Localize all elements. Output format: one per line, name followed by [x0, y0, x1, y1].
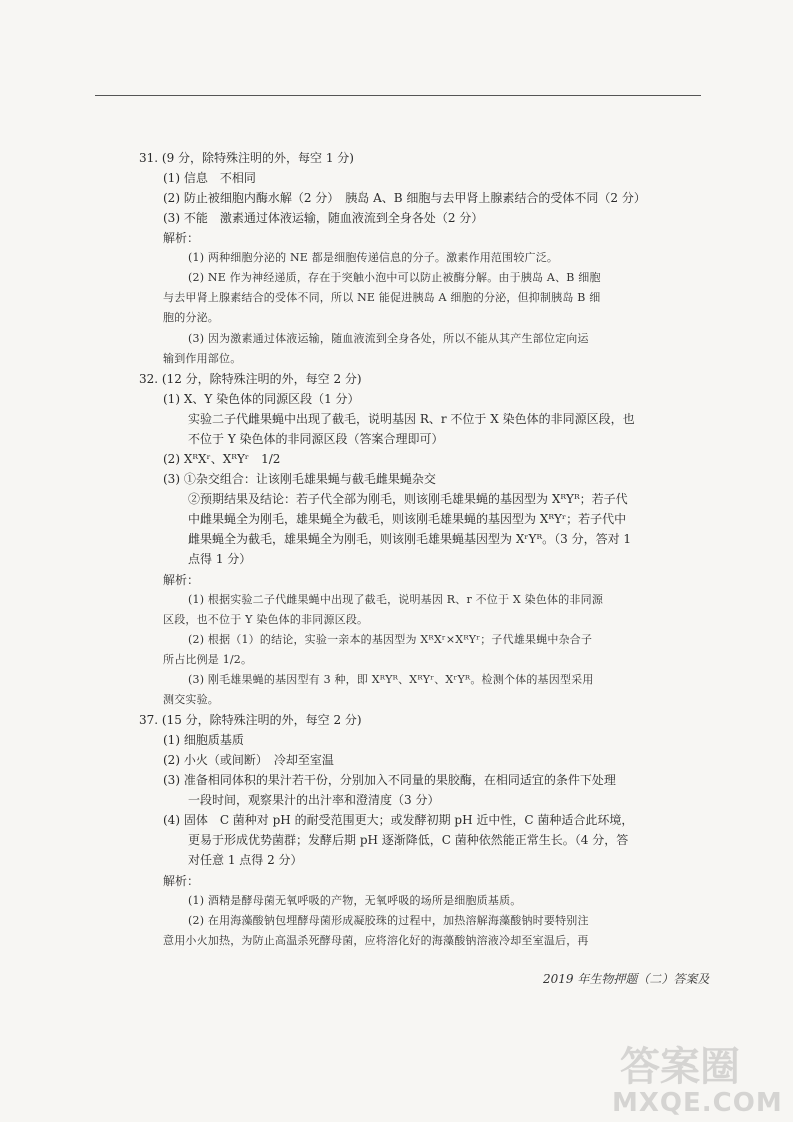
q31-explanation: (2) NE 作为神经递质，存在于突触小泡中可以防止被酶分解。由于胰岛 A、B 细胞: [188, 271, 601, 284]
q32-answer-3-detail: 点得 1 分）: [188, 552, 252, 566]
q32-analysis-label: 解析：: [163, 573, 200, 587]
q32-answer-2: (2) XᴿXʳ、XᴿYʳ 1/2: [163, 452, 281, 466]
watermark-logo: 答案圈: [620, 1044, 740, 1090]
q32-explanation: (3) 刚毛雄果蝇的基因型有 3 种，即 XᴿYᴿ、XᴿYʳ、XʳYᴿ。检测个体的基因型采用: [188, 673, 594, 686]
q32-answer-1-detail: 实验二子代雌果蝇中出现了截毛，说明基因 R、r 不位于 X 染色体的非同源区段，也: [188, 412, 635, 426]
q31-analysis-label: 解析：: [163, 231, 200, 245]
q37-explanation: (1) 酒精是酵母菌无氧呼吸的产物，无氧呼吸的场所是细胞质基质。: [188, 894, 522, 907]
q32-answer-1: (1) X、Y 染色体的同源区段（1 分）: [163, 392, 360, 406]
q31-answer-3: (3) 不能 激素通过体液运输，随血液流到全身各处（2 分）: [163, 211, 484, 225]
q31-explanation: 输到作用部位。: [163, 352, 242, 365]
q32-answer-3-detail: 中雌果蝇全为刚毛，雄果蝇全为截毛，则该刚毛雄果蝇的基因型为 XᴿYʳ；若子代中: [188, 512, 627, 526]
q32-explanation: (1) 根据实验二子代雌果蝇中出现了截毛，说明基因 R、r 不位于 X 染色体的非同源: [188, 593, 604, 606]
q37-answer-4-detail: 对任意 1 点得 2 分）: [188, 853, 303, 867]
q31-explanation: 与去甲肾上腺素结合的受体不同，所以 NE 能促进胰岛 A 细胞的分泌，但抑制胰岛 B 细: [163, 291, 601, 304]
q32-answer-3: (3) ①杂交组合：让该刚毛雄果蝇与截毛雌果蝇杂交: [163, 472, 436, 486]
q37-heading: 37. (15 分，除特殊注明的外，每空 2 分): [139, 713, 362, 727]
q37-explanation: (2) 在用海藻酸钠包埋酵母菌形成凝胶珠的过程中，加热溶解海藻酸钠时要特别注: [188, 914, 589, 927]
header-rule: [95, 95, 701, 96]
q31-answer-1: (1) 信息 不相同: [163, 171, 256, 185]
watermark-url: MXQE.COM: [612, 1088, 783, 1118]
q37-analysis-label: 解析：: [163, 874, 200, 888]
q32-explanation: 测交实验。: [163, 693, 219, 706]
q37-answer-4-detail: 更易于形成优势菌群；发酵后期 pH 逐渐降低，C 菌种依然能正常生长。（4 分，答: [188, 833, 629, 847]
q31-heading: 31. (9 分，除特殊注明的外，每空 1 分): [139, 151, 354, 165]
q32-answer-3-detail: 雌果蝇全为截毛，雄果蝇全为刚毛，则该刚毛雄果蝇基因型为 XʳYᴿ。（3 分，答对 1: [188, 532, 632, 546]
q37-answer-1: (1) 细胞质基质: [163, 733, 244, 747]
q37-answer-2: (2) 小火（或间断） 冷却至室温: [163, 753, 334, 767]
q37-answer-3-detail: 一段时间，观察果汁的出汁率和澄清度（3 分）: [188, 793, 440, 807]
page-footer: 2019 年生物押题（二）答案及: [543, 972, 710, 986]
q31-explanation: 胞的分泌。: [163, 311, 219, 324]
q31-explanation: (1) 两种细胞分泌的 NE 都是细胞传递信息的分子。激素作用范围较广泛。: [188, 251, 559, 264]
q31-explanation: (3) 因为激素通过体液运输，随血液流到全身各处，所以不能从其产生部位定向运: [188, 332, 589, 345]
q32-explanation: (2) 根据（1）的结论，实验一亲本的基因型为 XᴿXʳ×XᴿYʳ；子代雄果蝇中杂合子: [188, 633, 593, 646]
q37-answer-4: (4) 固体 C 菌种对 pH 的耐受范围更大；或发酵初期 pH 近中性，C 菌种适合此环境，: [163, 813, 634, 827]
q32-heading: 32. (12 分，除特殊注明的外，每空 2 分): [139, 372, 362, 386]
q32-answer-3-detail: ②预期结果及结论：若子代全部为刚毛，则该刚毛雄果蝇的基因型为 XᴿYᴿ；若子代: [188, 492, 628, 506]
q32-answer-1-detail: 不位于 Y 染色体的非同源区段（答案合理即可）: [188, 432, 444, 446]
q32-explanation: 所占比例是 1/2。: [163, 653, 253, 666]
q37-explanation: 意用小火加热，为防止高温杀死酵母菌，应将溶化好的海藻酸钠溶液冷却至室温后，再: [163, 934, 589, 947]
q32-explanation: 区段，也不位于 Y 染色体的非同源区段。: [163, 613, 369, 626]
q37-answer-3: (3) 准备相同体积的果汁若干份，分别加入不同量的果胶酶，在相同适宜的条件下处理: [163, 773, 616, 787]
q31-answer-2: (2) 防止被细胞内酶水解（2 分） 胰岛 A、B 细胞与去甲肾上腺素结合的受体不同（2 分）: [163, 191, 646, 205]
